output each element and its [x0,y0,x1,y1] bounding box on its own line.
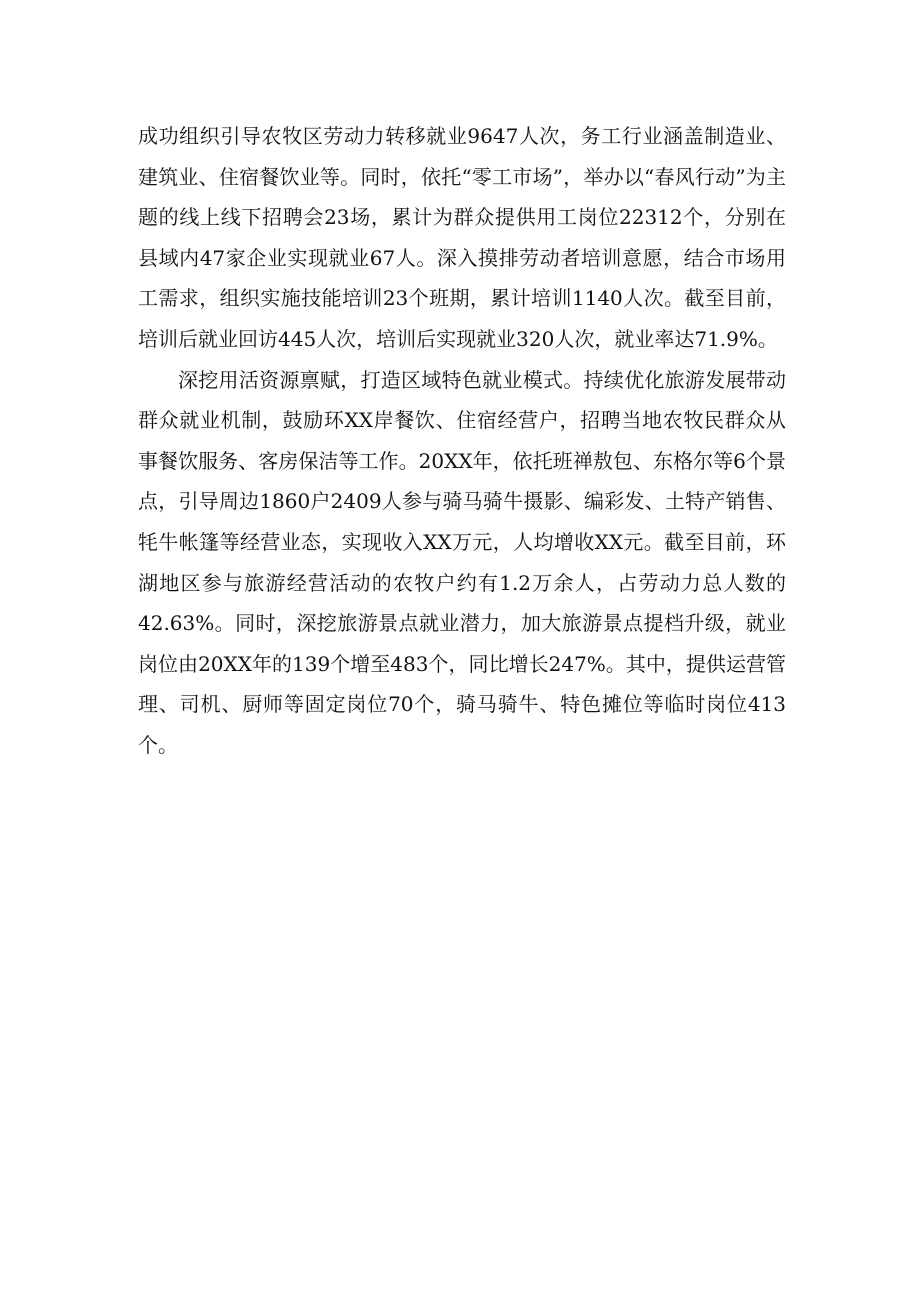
paragraph-2: 深挖用活资源禀赋，打造区域特色就业模式。持续优化旅游发展带动群众就业机制，鼓励环XX岸餐饮、住宿经营户，招聘当地农牧民群众从事餐饮服务、客房保洁等工作。20XX年，依托班禅敖包、东格尔等6个景点，引导周边1860户2409人参与骑马骑牛摄影、编彩发、土特产销售、牦牛帐篷等经营业态，实现收入XX万元，人均增收XX元。截至目前，环湖地区参与旅游经营活动的农牧户约有1.2万余人，占劳动力总人数的42.63%。同时，深挖旅游景点就业潜力，加大旅游景点提档升级，就业岗位由20XX年的139个增至483个，同比增长247%。其中，提供运营管理、司机、厨师等固定岗位70个，骑马骑牛、特色摊位等临时岗位413个。 [138,367,786,757]
document-body [138,116,786,766]
paragraph-1: 成功组织引导农牧区劳动力转移就业9647人次，务工行业涵盖制造业、建筑业、住宿餐饮业等。同时，依托“零工市场”，举办以“春风行动”为主题的线上线下招聘会23场，累计为群众提供用工岗位22312个，分别在县域内47家企业实现就业67人。深入摸排劳动者培训意愿，结合市场用工需求，组织实施技能培训23个班期，累计培训1140人次。截至目前，培训后就业回访445人次，培训后实现就业320人次，就业率达71.9%。 [138,124,786,351]
